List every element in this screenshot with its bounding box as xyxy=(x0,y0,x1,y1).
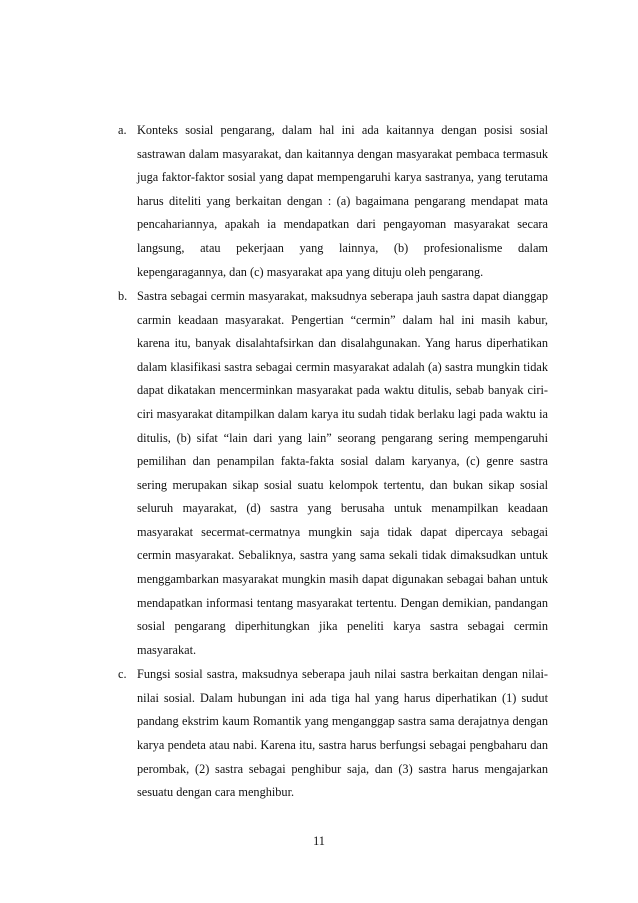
page-number: 11 xyxy=(313,834,325,848)
list-text-a: Konteks sosial pengarang, dalam hal ini ada kaitannya dengan posisi sosial sastrawan dalam masyarakat, dan kaitannya dengan masyarakat pembaca termasuk juga faktor-faktor sosial yang dapat mempengaruhi karya sastranya, yang terutama harus diteliti yang berkaitan dengan : (a) bagaimana pengarang mendapat mata pencahariannya, apakah ia mendapatkan dari pengayoman masyarakat secara langsung, atau pekerjaan yang lainnya, (b) profesionalisme dalam kepengaragannya, dan (c) masyarakat apa yang dituju oleh pengarang. xyxy=(137,123,548,279)
list-text-c: Fungsi sosial sastra, maksudnya seberapa jauh nilai sastra berkaitan dengan nilai-nilai sosial. Dalam hubungan ini ada tiga hal yang harus diperhatikan (1) sudut pandang ekstrim kaum Romantik yang menganggap sastra sama derajatnya dengan karya pendeta atau nabi. Karena itu, sastra harus berfungsi sebagai pengbaharu dan perombak, (2) sastra sebagai penghibur saja, dan (3) sastra harus mengajarkan sesuatu dengan cara menghibur. xyxy=(137,667,548,800)
list-text-b: Sastra sebagai cermin masyarakat, maksudnya seberapa jauh sastra dapat dianggap carmin keadaan masyarakat. Pengertian “cermin” dalam hal ini masih kabur, karena itu, banyak disalahtafsirkan dan disalahgunakan. Yang harus diperhatikan dalam klasifikasi sastra sebagai cermin masyarakat adalah (a) sastra mungkin tidak dapat dikatakan mencerminkan masyarakat pada waktu ditulis, sebab banyak ciri-ciri masyarakat ditampilkan dalam karya itu sudah tidak berlaku lagi pada waktu ia ditulis, (b) sifat “lain dari yang lain” seorang pengarang sering mempengaruhi pemilihan dan penampilan fakta-fakta sosial dalam karyanya, (c) genre sastra sering merupakan sikap sosial suatu kelompok tertentu, dan bukan sikap sosial seluruh mayarakat, (d) sastra yang berusaha untuk menampilkan keadaan masyarakat secermat-cermatnya mungkin saja tidak dapat dipercaya sebagai cermin masyarakat. Sebaliknya, sastra yang sama sekali tidak dimaksudkan untuk menggambarkan masyarakat mungkin masih dapat digunakan sebagai bahan untuk mendapatkan informasi tentang masyarakat tertentu. Dengan demikian, pandangan sosial pengarang diperhitungkan jika peneliti karya sastra sebagai cermin masyarakat. xyxy=(137,288,548,657)
lettered-list xyxy=(118,119,548,805)
list-marker-b: b. xyxy=(118,288,128,303)
list-marker-a: a. xyxy=(118,123,127,137)
list-item-c xyxy=(118,663,548,805)
list-marker-c: c. xyxy=(118,667,127,682)
list-item-a xyxy=(118,119,548,284)
list-item-b xyxy=(118,285,548,663)
